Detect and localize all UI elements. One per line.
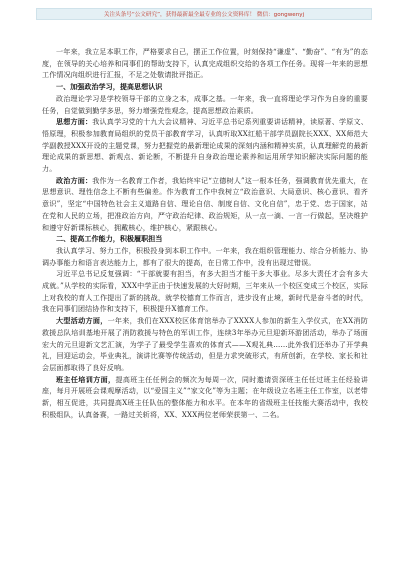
paragraph-activities-text: 一年来，我们在XXX校区体育馆举办了XXXX人参加的新生入学仪式，在XX消防救援总队培训基地开展了消防救援与特色的军训工作，连续3年举办元旦迎新环游团活动，举办了场面宏大的元旦迎新文艺汇演，为学子了最受学生喜欢的体育式——X观礼典……此外我们还举办了开学典礼，回迎运动会，毕业典礼，演讲比赛等传统活动，但是力求突破形式，有所创新，在学校、家长和社会层面都取得了良好反响。 <box>42 316 368 372</box>
section-heading-political-study: 一、加强政治学习，提高思想认识 <box>56 82 163 92</box>
lead-label-training: 班主任培训方面， <box>56 374 116 384</box>
document-body <box>42 46 368 421</box>
paragraph-activities <box>42 315 368 374</box>
paragraph-responsibility: 习近平总书记反复强调：“干部就要有担当，有多大担当才能干多大事业。尽多大责任才会有多大成就。”从学校的实际看，XXX中学正由于快速发展的大好时期，三年来从一个校区变成三个校区，实际上对我校的育人工作提出了新的挑战，就学校德育工作而言，进步没有止境，新时代是奋斗者的时代，我在同事们团结协作和支持下，积极提升X德育工作。 <box>42 269 368 314</box>
paragraph-theory-study: 政治理论学习是学校领导干部的立身之本，成事之基。一年来，我一直将理论学习作为自身的重要任务，自觉做到勤学多思，努力增强党性观念，提高思想政治素质。 <box>42 93 368 115</box>
paragraph-training-text: 提高班主任任例会的频次为每周一次，同时邀请资深班主任任过班主任经验讲座，每月开展班会课观摩活动，以“爱国主义”“家文化”等为主题；在年级设立名班主任工作室，以老带新，相互促进，共同提高X班主任队伍的整体能力和水平。在本年的省级班主任技能大赛活动中，我校积极组队，认真备赛，一路过关斩将，XX、XXX两位老师荣获第一、二名。 <box>42 374 369 419</box>
paragraph-politics <box>42 175 368 234</box>
paragraph-work-study: 我认真学习、努力工作，积极投身到本职工作中。一年来，我在组织管理能力、综合分析能力、协调办事能力和语言表达能力上，都有了很大的提高，在日常工作中，没有出现过错误。 <box>42 245 368 267</box>
paragraph-ideology-text: 我认真学习党的十九大会议精神、习近平总书记系列重要讲话精神，读原著、学原文、悟原理，积极参加教育局组织的党员干部教育学习，认真听取XX红船干部学员副院长XXX、XX师范大学副教授XXX开设的主题党课，努力把握党的最新理论成果的深刻内涵和精神实质，认真理解党的最新理论成果的新思想、新观点、新论断，不断提升自身政治理论素养和运用所学知识解决实际问题的能力。 <box>42 117 368 174</box>
lead-label-activities: 大型活动方面， <box>56 316 108 326</box>
promo-banner-text: 关注头条号“公文研究”，获得最新最全最专业的公文资料库！ 微信：gongwenyj <box>103 12 305 18</box>
intro-paragraph: 一年来，我立足本职工作，严格要求自己，摆正工作位置，时刻保持“谦虚”、“勤奋”、“有为”的态度，在领导的关心培养和同事们的帮助支持下，认真完成组织交给的各项工作任务。现将一年来的思想工作情况向组织进行汇报，不足之处敬请批评指正。 <box>42 47 368 80</box>
promo-banner[interactable] <box>36 8 372 20</box>
paragraph-ideology <box>42 116 368 175</box>
paragraph-teacher-training <box>42 374 368 421</box>
lead-label-ideology: 思想方面： <box>56 117 93 127</box>
section-heading-work-ability: 二、提高工作能力，积极履职担当 <box>56 234 163 244</box>
paragraph-politics-text: 我作为一名教育工作者，我始终牢记“立德树人”这一根本任务，强调教育优先重大，在思想意识、理性信念上不断有些偏差。作为教育工作中我树立“政治意识、大局意识、核心意识、看齐意识”，坚定“中国特色社会主义道路自信、理论自信、制度自信、文化自信”，忠于党、忠于国家，站在党和人民的立场，把准政治方向，严守政治纪律、政治规矩，从一点一滴、一言一行做起，坚决维护和遵守好新课标核心，拥戴核心，维护核心，紧跟核心。 <box>42 175 368 232</box>
lead-label-politics: 政治方面： <box>56 175 93 185</box>
